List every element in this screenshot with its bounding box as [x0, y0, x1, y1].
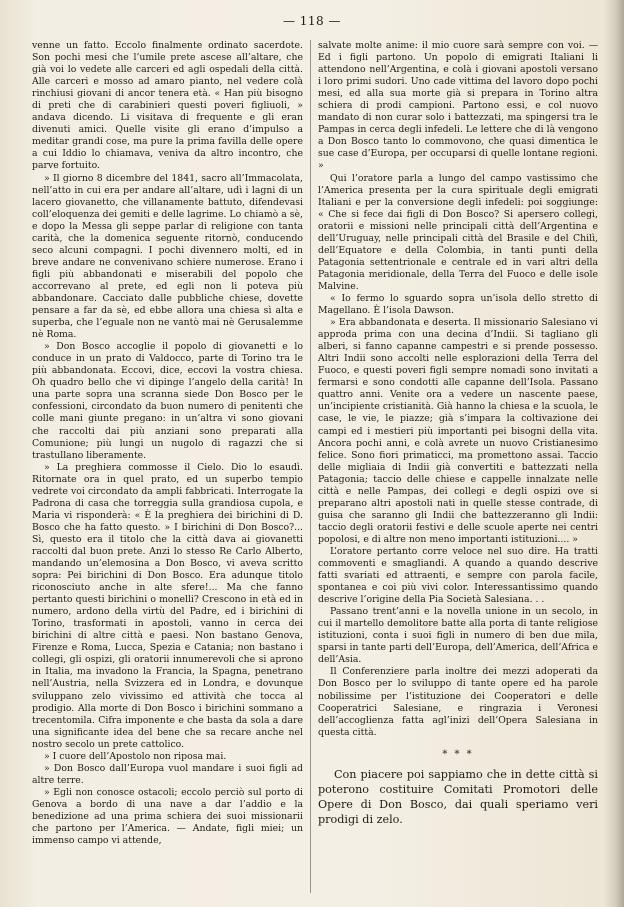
paragraph: » I cuore dell’Apostolo non riposa mai.	[44, 750, 227, 762]
paragraph: « Io fermo lo sguardo sopra un’isola dello stretto di Magellano. È l’isola Dawson.	[318, 292, 598, 317]
page-number: — 118 —	[282, 14, 342, 28]
closing-paragraph: Con piacere poi sappiamo che in dette città si poterono costituire Comitati Promotori delle Opere di Don Bosco, dai quali speriamo veri prodigi di zelo.	[318, 767, 598, 826]
section-separator: * * *	[442, 748, 474, 760]
paragraph: » Don Bosco accoglie il popolo di giovanetti e lo conduce in un prato di Valdocco, parte di Torino tra le più abbandonata. Eccovi, dice, eccovi la vostra chiesa. Oh quadro bello che vi dipinge l’angelo della carità! In una parte sopra una scranna siede Don Bosco per le confessioni, circondato da buon numero di penitenti che colle mani giunte pregano: in un’altra vi sono giovani che raccolti dai più anziani sono preparati alla Comunione; più lungi un nugolo di ragazzi che si trastullano liberamente.	[32, 341, 303, 461]
column-divider	[310, 40, 311, 893]
paragraph: » Don Bosco dall’Europa vuol mandare i suoi figli ad altre terre.	[32, 762, 303, 786]
paragraph: » Era abbandonata e deserta. Il missionario Salesiano vi approda prima con una decina d’Indii. Si tagliano gli alberi, si fanno capanne campestri e si prende possesso. Altri Indii sono accolti nelle esplorazioni della Terra del Fuoco, e questi poveri figli sempre nomadi sono invitati a fermarsi e sono condotti alle capanne dell’Isola. Passano quattro anni. Venite ora a vedere un nascente paese, un’incipiente cristianità. Già hanno la chiesa e la scuola, le case, le vie, le piazze; già s’impara la coltivazione dei campi ed i mestieri più importanti pei bisogni della vita. Ancora pochi anni, e colà avrete un nuovo Cristianesimo felice. Sono fiori primaticci, ma promettono assai. Taccio delle migliaia di Indii già convertiti e battezzati nella Patagonia; taccio delle chiese e cappelle innalzate nelle città e nelle Pampas, dei collegi e degli ospizi ove si preparano altri apostoli nati in quelle stesse contrade, di guisa che saranno gli Indii che battezzeranno gli Indii: taccio degli oratorii festivi e delle scuole aperte nei centri popolosi, e di altre non meno importanti istituzioni.... »	[318, 317, 598, 545]
paragraph: » Egli non conosce ostacoli; eccolo perciò sul porto di Genova a bordo di una nave a dar l’addio e la benedizione ad una prima schiera dei suoi missionarii che partono per l’America. — Andate, figli miei; un immenso campo vi attende,	[32, 786, 303, 847]
paragraph: » La preghiera commosse il Cielo. Dio lo esaudì. Ritornate ora in quel prato, ed un superbo tempio vedrete voi circondato da ampli fabbricati. Interrogate la Padrona di casa che torreggia sulla grandiosa cupola, e Maria vi risponderà: « È la preghiera dei birichini di D. Bosco che ha fatto questo. » I birichini di Don Bosco?... Sì, questo era il titolo che la città dava ai giovanetti raccolti dal buon prete. Anzi lo stesso Re Carlo Alberto, mandando un’elemosina a Don Bosco, vi aveva scritto sopra: Pei birichini di Don Bosco. Era adunque titolo riconosciuto anche in alte sfere!... Ma che fanno pertanto questi birichini o monelli? Crescono in età ed in numero, ardono della virtù del Padre, ed i birichini di Torino, trasformati in apostoli, vanno in cerca dei birichini di altre città e paesi. Non bastano Genova, Firenze e Roma, Lucca, Spezia e Catania; non bastano i collegi, gli ospizi, gli oratorii innumerevoli che si aprono in Italia, ma invadono la Francia, la Spagna, penetrano nell’Austria, nella Svizzera ed in Londra, e dovunque sviluppano zelo vivissimo ed attività che tocca al prodigio. Alla morte di Don Bosco i birichini sommano a trecentomila. Cifra imponente e che basta da sola a dare una significante idea del bene che sa recare anche nel nostro secolo un prete cattolico.	[32, 461, 303, 750]
paragraph: Il Conferenziere parla inoltre dei mezzi adoperati da Don Bosco per lo sviluppo di tante opere ed ha parole nobilissime per l’istituzione dei Cooperatori e delle Cooperatrici Salesiane, e ringrazia i Veronesi dell’accoglienza fatta agl’inizi dell’Opera Salesiana in questa città.	[318, 666, 598, 738]
paragraph: salvate molte anime: il mio cuore sarà sempre con voi. — Ed i figli partono. Un popolo di emigrati Italiani li attendono nell’Argentina, e colà i giovani apostoli versano i loro primi sudori. Uno cade vittima del lavoro dopo pochi mesi, ed alla sua morte già si prepara in Torino altra schiera di prodi campioni. Partono essi, e col nuovo mandato di non curar solo i battezzati, ma spingersi tra le Pampas in cerca degli infedeli. Le lettere che di là vengono a Don Bosco tanto lo commovono, che quasi dimentica le sue case d’Europa, per occuparsi di quelle lontane regioni. »	[318, 40, 598, 172]
page-spine-shadow	[604, 0, 624, 907]
paragraph: L’oratore pertanto corre veloce nel suo dire. Ha tratti commoventi e smagliandi. A quando a quando descrive fatti svariati ed attraenti, e sempre con parola facile, spontanea e coi più vivi color. Interessantissimo quando descrive l’origine della Pia Società Salesiana. . .	[318, 545, 598, 606]
right-column	[318, 40, 598, 895]
paragraph: » Il giorno 8 dicembre del 1841, sacro all’Immacolata, nell’atto in cui era per andare all’altare, udì i lagni di un lacero giovanetto, che villanamente battuto, difendevasi coll’eloquenza dei gemiti e delle lagrime. Lo chiamò a sè, e dopo la Messa gli seppe parlar di religione con tanta carità, che la domenica seguente ritornò, conducendo seco alcuni compagni. I pochi divennero molti, ed in breve andare ne convenivano schiere numerose. Erano i figli più abbandonati e miserabili del popolo che accorrevano al prete, ed egli non li poteva più abbandonare. Cacciato dalle pubbliche chiese, dovette pensare a far da sè, ed ebbe allora una chiesa sì alta e superba, che l’eguale non ne vantò mai nè Gerusalemme nè Roma.	[32, 172, 303, 341]
left-column	[32, 40, 303, 895]
paragraph: venne un fatto. Eccolo finalmente ordinato sacerdote. Son pochi mesi che l’umile prete ascese all’altare, che già voi lo vedete alle carceri ed agli ospedali della città. Alle carceri e mosso ad amaro pianto, nel vedere colà rinchiusi giovani di ancor tenera età. « Han più bisogno di preti che di carabinieri questi poveri figliuoli, » andava dicendo. Li visitava di frequente e gli eran divenuti amici. Quelle visite gli erano d’impulso a meditar grandi cose, ma pure la prima favilla delle opere a cui Iddio lo chiamava, veniva da altro incontro, che parve fortuito.	[32, 40, 303, 172]
paragraph: Passano trent’anni e la novella unione in un secolo, in cui il martello demolitore batte alla porta di tante religiose istituzioni, conta i suoi figli in numero di ben due mila, sparsi in tante parti dell’Europa, dell’America, dell’Africa e dell’Asia.	[318, 606, 598, 666]
paragraph: Qui l’oratore parla a lungo del campo vastissimo che l’America presenta per la cura spirituale degli emigrati Italiani e per la conversione degli infedeli: poi soggiunge: « Che si fece dai figli di Don Bosco? Si apersero collegi, oratorii e missioni nelle principali città dell’Argentina e dell’Uruguay, nelle principali città del Brasile e del Chilì, dell’Equatore e della Colombia, in tanti punti della Patagonia settentrionale e centrale ed in vari altri della Patagonia meridionale, della Terra del Fuoco e delle isole Malvine.	[318, 172, 598, 292]
